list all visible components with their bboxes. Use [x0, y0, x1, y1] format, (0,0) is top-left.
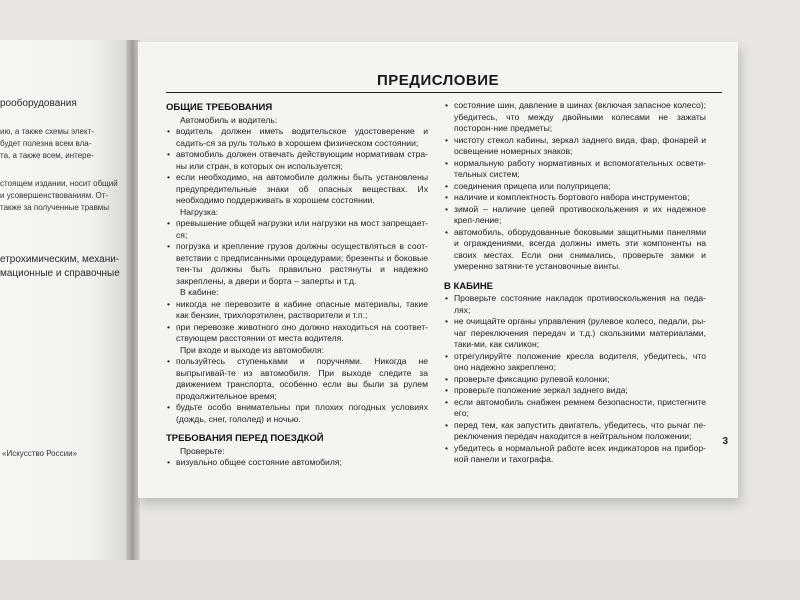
list-item: • водитель должен иметь водительское удостоверение и садить-ся за руль только в хорошем физическом состоянии;	[166, 126, 428, 149]
list-item: • зимой – наличие цепей противоскольжения и их надежное креп-ление;	[444, 204, 706, 227]
paragraph-lead: Проверьте:	[180, 445, 225, 456]
list-item: • никогда не перевозите в кабине опасные материалы, такие как бензин, трихлорэтилен, растворители и т.п.;	[166, 299, 428, 322]
list-item: • отрегулируйте положение кресла водителя, убедитесь, что оно надежно закреплено;	[444, 351, 706, 374]
paragraph-lead: Автомобиль и водитель:	[180, 114, 278, 125]
left-page-fragment: также за полученные травмы	[0, 203, 110, 212]
list-item: • убедитесь в нормальной работе всех индикаторов на прибор-ной панели и тахографа.	[444, 443, 706, 466]
left-page-fragment: рооборудования	[0, 98, 77, 109]
document-page	[138, 42, 738, 498]
list-item: • превышение общей нагрузки или нагрузки на мост запрещает-ся;	[166, 218, 428, 241]
list-item: • перед тем, как запустить двигатель, убедитесь, что рычаг пе-реключения передач находится в нейтральном положении;	[444, 420, 706, 443]
title-divider	[166, 92, 722, 93]
page-title: ПРЕДИСЛОВИЕ	[376, 72, 500, 89]
list-item: • если необходимо, на автомобиле должны быть установлены предупредительные знаки об опасных веществах. Их необходимо поддерживать в хорошем состоянии.	[166, 172, 428, 207]
list-item: • визуально общее состояние автомобиля;	[166, 457, 428, 469]
left-page-fragment: та, а также всем, интере-	[0, 151, 94, 160]
list-item: • проверьте положение зеркал заднего вида;	[444, 385, 706, 397]
left-page-fragment: мационные и справочные	[0, 268, 120, 279]
list-item: • при перевозке животного оно должно находиться на соответ-ствующем расстоянии от места водителя.	[166, 322, 428, 345]
paragraph-lead: В кабине:	[180, 287, 219, 297]
left-page-fragment: будет полезна всем вла-	[0, 139, 92, 148]
left-page-fragment: и усовершенствованиям. От-	[0, 191, 109, 200]
list-item: • чистоту стекол кабины, зеркал заднего вида, фар, фонарей и освещение номерных знаков;	[444, 135, 706, 158]
right-column	[444, 100, 706, 466]
list-item: • проверьте фиксацию рулевой колонки;	[444, 374, 706, 386]
left-page-fragment: стоящем издании, носит общий	[0, 179, 118, 188]
left-page-fragment: ию, а также схемы элект-	[0, 127, 94, 136]
paragraph-lead: При входе и выходе из автомобиля:	[180, 344, 324, 355]
list-item: • наличие и комплектность бортового набора инструментов;	[444, 192, 706, 204]
list-item: • если автомобиль снабжен ремнем безопасности, пристегните его;	[444, 397, 706, 420]
left-page-fragment: «Искусство России»	[2, 449, 78, 458]
section-heading: ОБЩИЕ ТРЕБОВАНИЯ	[166, 102, 273, 113]
list-item: • состояние шин, давление в шинах (включая запасное колесо); убедитесь, что между двойными колесами не зажаты посторон-ние предметы;	[444, 100, 706, 135]
list-item: • автомобиль должен отвечать действующим нормативам стра-ны или стран, в которых он используется;	[166, 149, 428, 172]
left-page-fragment: етрохимическим, механи-	[0, 254, 120, 265]
section-heading: ТРЕБОВАНИЯ ПЕРЕД ПОЕЗДКОЙ	[166, 433, 324, 444]
list-item: • будьте особо внимательны при плохих погодных условиях (дождь, снег, гололед) и ночью.	[166, 402, 428, 425]
left-column	[166, 100, 428, 469]
list-item: • не очищайте органы управления (рулевое колесо, педали, ры-чаг переключения передач и т.д.) скользкими материалами, таки-ми, как силикон;	[444, 316, 706, 351]
section-heading: В КАБИНЕ	[444, 280, 494, 292]
list-item: • погрузка и крепление грузов должны осуществляться в соот-ветствии с предписанными процедурами; брезенты и боковые тен-ты должны быть правильно растянуты и надежно закреплены, а двери и борта – заперты и т.д.	[166, 241, 428, 287]
left-page	[0, 40, 128, 560]
list-item: • Проверьте состояние накладок противоскольжения на педа-лях;	[444, 293, 706, 316]
paragraph-lead: Нагрузка:	[180, 206, 219, 217]
list-item: • автомобиль, оборудованные боковыми защитными панелями и ограждениями, всегда должны иметь эти компоненты на своих местах. Если они снимались, проверьте замки и умеренно затяни-те установочные винты.	[444, 227, 706, 273]
page-number: 3	[722, 436, 728, 447]
list-item: • пользуйтесь ступеньками и поручнями. Никогда не выпрыгивай-те из автомобиля. При выходе следите за движением транспорта, особенно если вы были за рулем продолжительное время;	[166, 356, 428, 402]
list-item: • соединения прицепа или полуприцепа;	[444, 181, 706, 193]
book-cover-edge	[0, 560, 800, 600]
list-item: • нормальную работу нормативных и вспомогательных освети-тельных систем;	[444, 158, 706, 181]
